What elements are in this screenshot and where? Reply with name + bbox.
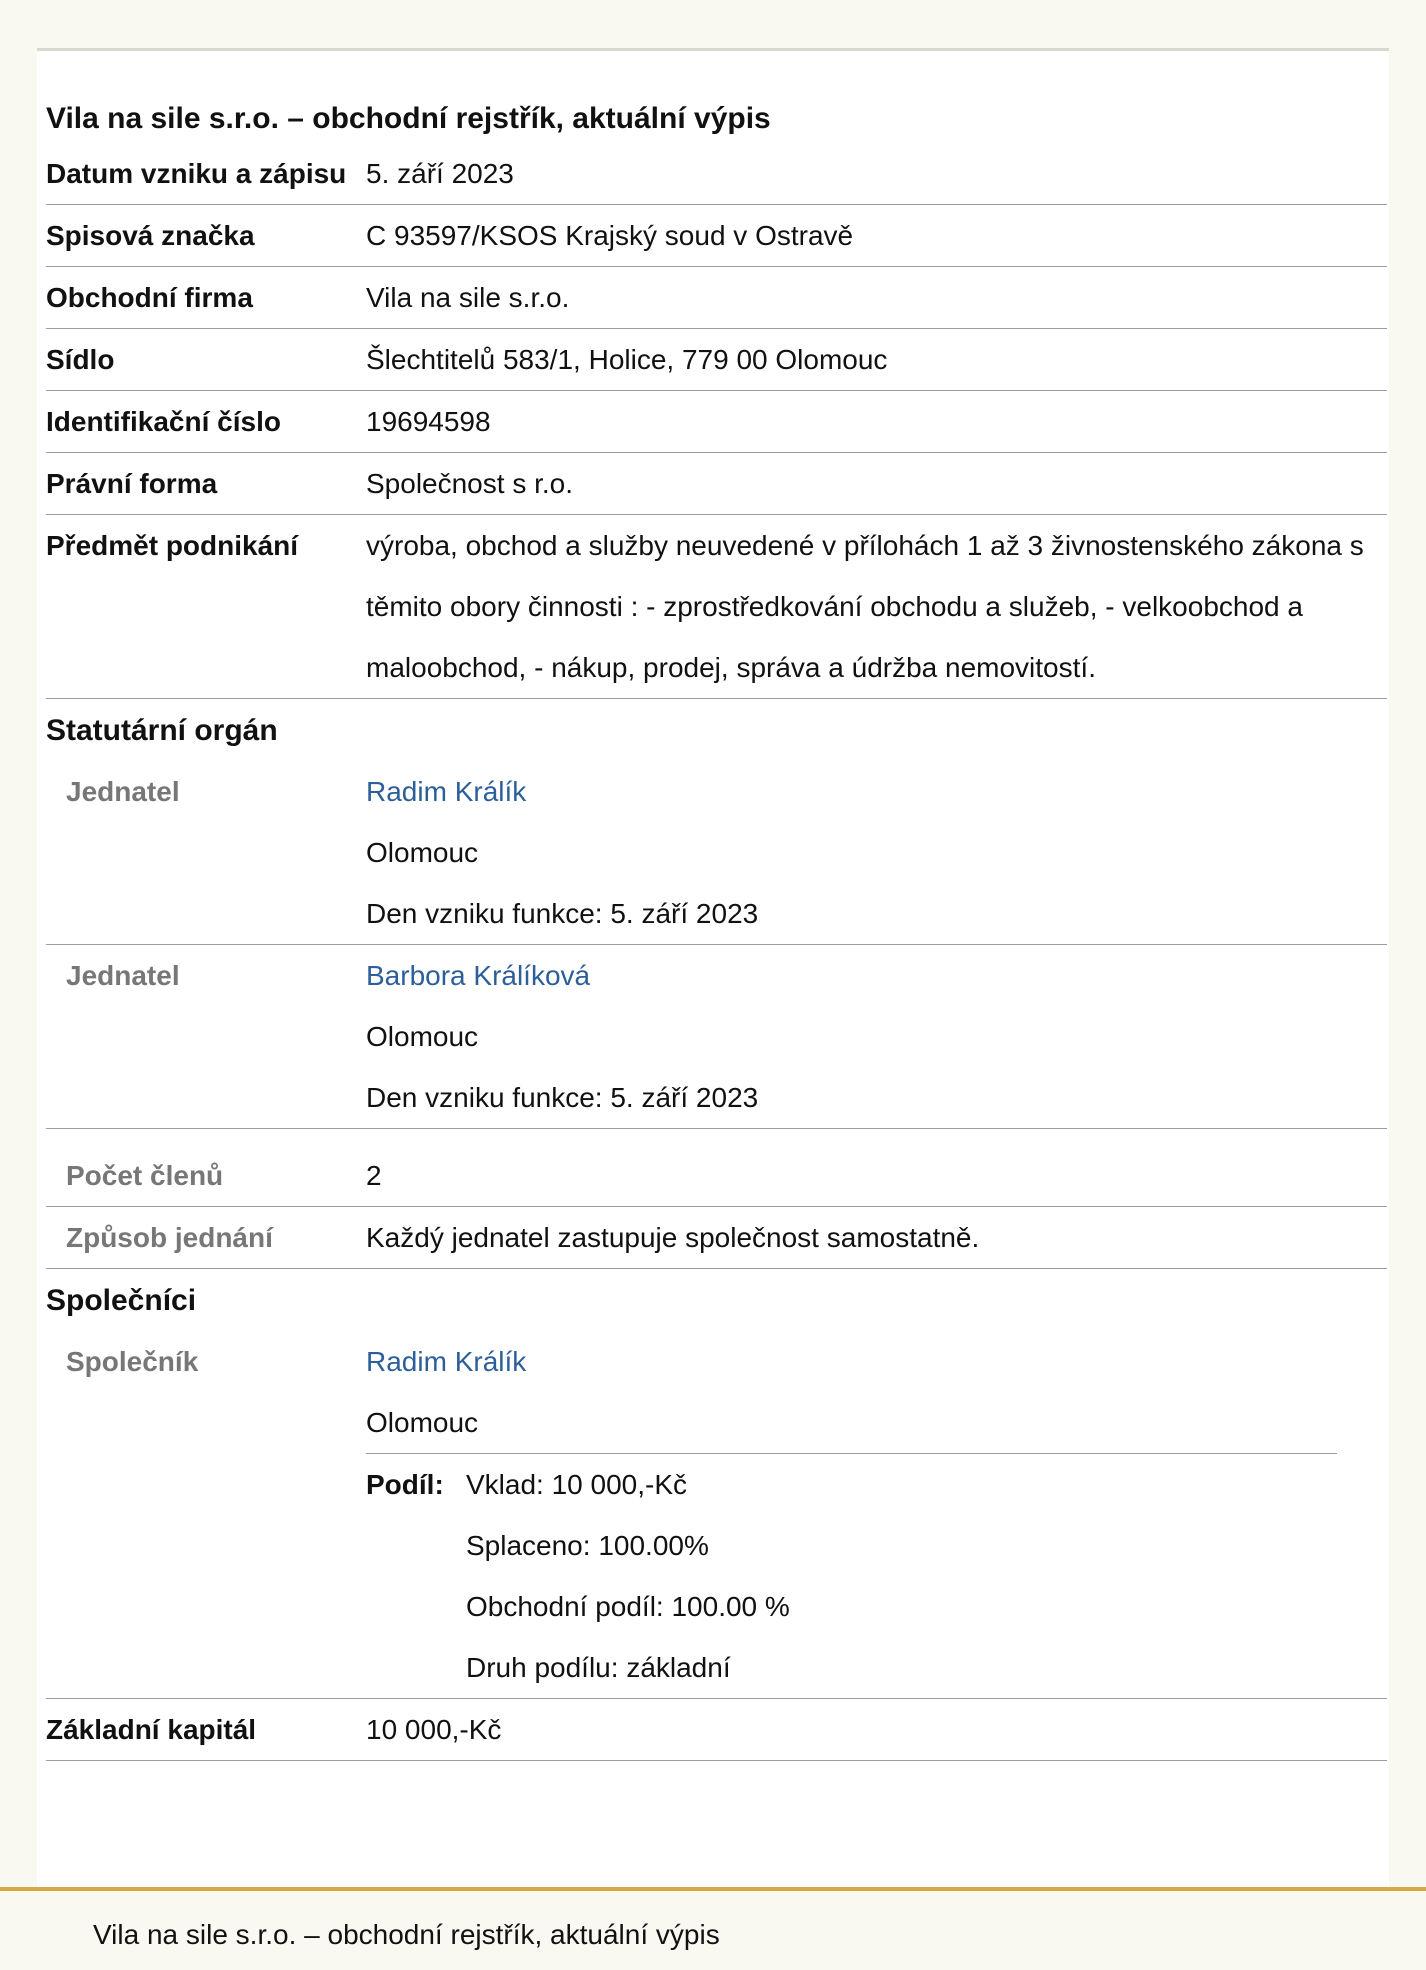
statutory-member [46, 945, 1387, 1129]
member-city: Olomouc [366, 1021, 479, 1052]
field-label: Právní forma [46, 468, 218, 499]
section-heading-partners: Společníci [46, 1284, 197, 1317]
share-ownership: Obchodní podíl: 100.00 % [466, 1591, 790, 1622]
field-row-conduct [46, 1207, 1387, 1269]
field-value: 2 [366, 1160, 382, 1191]
partner-details [366, 1331, 1387, 1698]
field-value: Šlechtitelů 583/1, Holice, 779 00 Olomouc [366, 344, 888, 375]
field-row-seat [46, 329, 1387, 391]
field-row-member-count [46, 1145, 1387, 1207]
field-row-file-number [46, 205, 1387, 267]
member-since: Den vzniku funkce: 5. září 2023 [366, 1082, 759, 1113]
field-value: výroba, obchod a služby neuvedené v přílohách 1 až 3 živnostenského zákona s těmito obory činnosti : - zprostředkování obchodu a služeb, - velkoobchod a maloobchod, - nákup, prodej, správa a údržba nemovitostí. [366, 530, 1364, 683]
field-value: Vila na sile s.r.o. [366, 282, 570, 313]
field-value: 19694598 [366, 406, 491, 437]
share-paid: Splaceno: 100.00% [466, 1530, 709, 1561]
field-label: Sídlo [46, 344, 115, 375]
field-row-capital [46, 1699, 1387, 1761]
field-label: Obchodní firma [46, 282, 253, 313]
partner-city: Olomouc [366, 1407, 479, 1438]
share-deposit: Vklad: 10 000,-Kč [466, 1469, 688, 1500]
member-role: Jednatel [66, 776, 180, 807]
share-values [466, 1454, 790, 1698]
field-value: Společnost s r.o. [366, 468, 574, 499]
member-city: Olomouc [366, 837, 479, 868]
member-name-link[interactable]: Radim Králík [366, 776, 527, 807]
field-label: Počet členů [66, 1160, 224, 1191]
field-label: Způsob jednání [66, 1222, 273, 1253]
field-row-founded [46, 143, 1387, 205]
registry-extract [46, 95, 1387, 1761]
member-name-link[interactable]: Barbora Králíková [366, 960, 591, 991]
field-value: 10 000,-Kč [366, 1714, 502, 1745]
field-label: Identifikační číslo [46, 406, 281, 437]
share-label: Podíl: [366, 1469, 444, 1500]
statutory-member [46, 761, 1387, 945]
share-block [366, 1454, 1367, 1698]
field-row-business-scope [46, 515, 1387, 699]
field-value: 5. září 2023 [366, 158, 514, 189]
field-row-legal-form [46, 453, 1387, 515]
footer-divider [0, 1887, 1426, 1891]
field-label: Spisová značka [46, 220, 255, 251]
field-row-company-name [46, 267, 1387, 329]
member-details [366, 945, 1387, 1128]
field-label: Datum vzniku a zápisu [46, 158, 347, 189]
share-type: Druh podílu: základní [466, 1652, 731, 1683]
partner-name-link[interactable]: Radim Králík [366, 1346, 527, 1377]
member-since: Den vzniku funkce: 5. září 2023 [366, 898, 759, 929]
field-value: Každý jednatel zastupuje společnost samostatně. [366, 1222, 980, 1253]
field-value: C 93597/KSOS Krajský soud v Ostravě [366, 220, 854, 251]
member-details [366, 761, 1387, 944]
field-row-company-id [46, 391, 1387, 453]
section-heading-statutory-body: Statutární orgán [46, 714, 278, 747]
partner-role: Společník [66, 1346, 199, 1377]
field-label: Základní kapitál [46, 1714, 257, 1745]
footer-title: Vila na sile s.r.o. – obchodní rejstřík, aktuální výpis [93, 1919, 720, 1950]
member-role: Jednatel [66, 960, 180, 991]
partner-entry [46, 1331, 1387, 1699]
field-label: Předmět podnikání [46, 530, 299, 561]
page-title: Vila na sile s.r.o. – obchodní rejstřík, aktuální výpis [46, 102, 771, 135]
spacer [46, 1129, 1387, 1145]
